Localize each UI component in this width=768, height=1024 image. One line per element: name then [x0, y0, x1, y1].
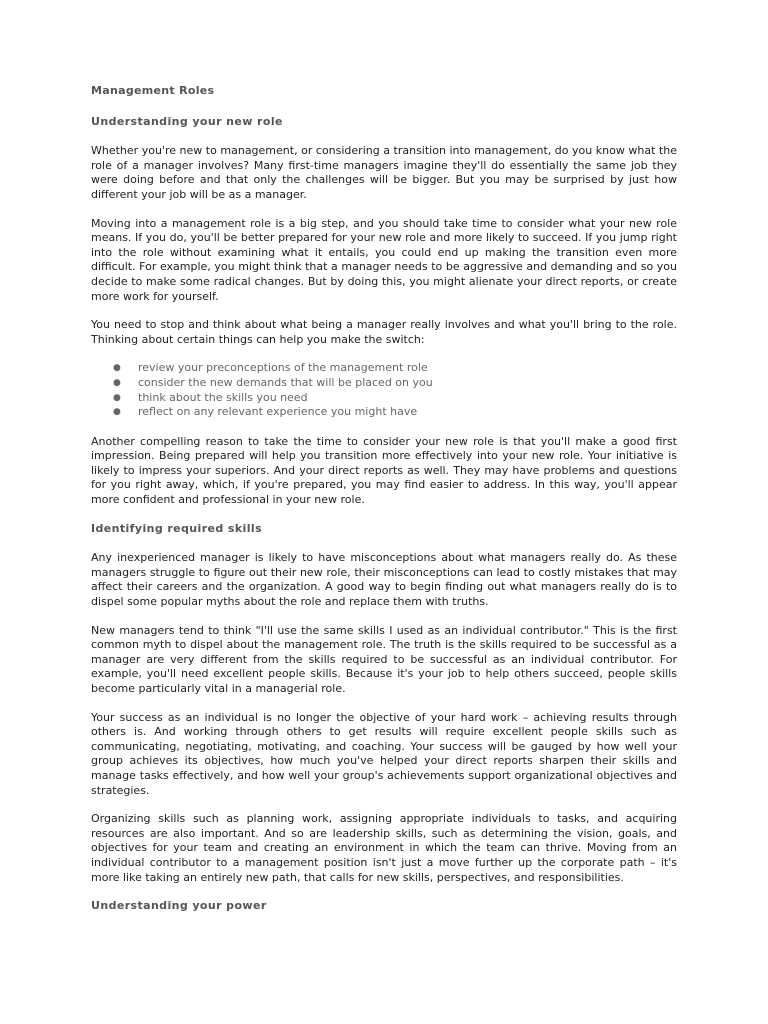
list-item [91, 376, 677, 391]
list-item-text: reflect on any relevant experience you might have [138, 405, 418, 419]
paragraph: Moving into a management role is a big step, and you should take time to consider what your new role means. If you do, you'll be better prepared for your new role and more likely to succeed. If you jump right into the role without examining what it entails, you could end up making the transition even more difficult. For example, you might think that a manager needs to be aggressive and demanding and so you decide to make some radical changes. But by doing this, you might alienate your direct reports, or create more work for yourself. [91, 216, 677, 303]
document-page [91, 84, 677, 929]
bullet-icon: ● [113, 407, 121, 418]
list-item [91, 405, 677, 420]
section-heading: Identifying required skills [91, 521, 263, 535]
paragraph: Any inexperienced manager is likely to have misconceptions about what managers really do. As these managers struggle to figure out their new role, their misconceptions can lead to costly mistakes that may affect their careers and the organization. A good way to begin finding out what managers really do is to dispel some popular myths about the role and replace them with truths. [91, 551, 677, 609]
paragraph: Another compelling reason to take the time to consider your new role is that you'll make a good first impression. Being prepared will help you transition more effectively into your new role. Your initiative is likely to impress your superiors. And your direct reports as well. They may have problems and questions for you right away, which, if you're prepared, you may find easier to address. In this way, you'll appear more confident and professional in your new role. [91, 434, 677, 507]
paragraph: New managers tend to think "I'll use the same skills I used as an individual contributor." This is the first common myth to dispel about the management role. The truth is the skills required to be successful as a manager are very different from the skills required to be successful as an individual contributor. For example, you'll need excellent people skills. Because it's your job to help others succeed, people skills become particularly vital in a managerial role. [91, 623, 677, 695]
section-heading: Understanding your power [91, 899, 267, 913]
paragraph: Whether you're new to management, or considering a transition into management, do you know what the role of a manager involves? Many first-time managers imagine they'll do essentially the same job they were doing before and that only the challenges will be bigger. But you may be surprised by just how different your job will be as a manager. [91, 144, 677, 201]
list-item-text: consider the new demands that will be placed on you [138, 375, 433, 389]
list-item-text: think about the skills you need [138, 390, 308, 404]
bullet-icon: ● [113, 363, 121, 374]
list-item [91, 361, 677, 376]
bullet-list [91, 361, 677, 419]
list-item-text: review your preconceptions of the management role [138, 361, 428, 375]
paragraph: You need to stop and think about what being a manager really involves and what you'll bring to the role. Thinking about certain things can help you make the switch: [91, 318, 677, 346]
section-heading: Understanding your new role [91, 114, 283, 128]
bullet-icon: ● [113, 377, 121, 388]
list-item [91, 391, 677, 406]
bullet-icon: ● [113, 392, 121, 403]
paragraph: Organizing skills such as planning work, assigning appropriate individuals to tasks, and acquiring resources are also important. And so are leadership skills, such as determining the vision, goals, and objectives for your team and creating an environment in which the team can thrive. Moving from an individual contributor to a management position isn't just a move further up the corporate path – it's more like taking an entirely new path, that calls for new skills, perspectives, and responsibilities. [91, 812, 677, 884]
document-title: Management Roles [91, 84, 215, 97]
paragraph: Your success as an individual is no longer the objective of your hard work – achieving results through others is. And working through others to get results will require excellent people skills such as communicating, negotiating, motivating, and coaching. Your success will be gauged by how well your group achieves its objectives, how much you've helped your direct reports sharpen their skills and manage tasks effectively, and how well your group's achievements support organizational objectives and strategies. [91, 710, 677, 797]
